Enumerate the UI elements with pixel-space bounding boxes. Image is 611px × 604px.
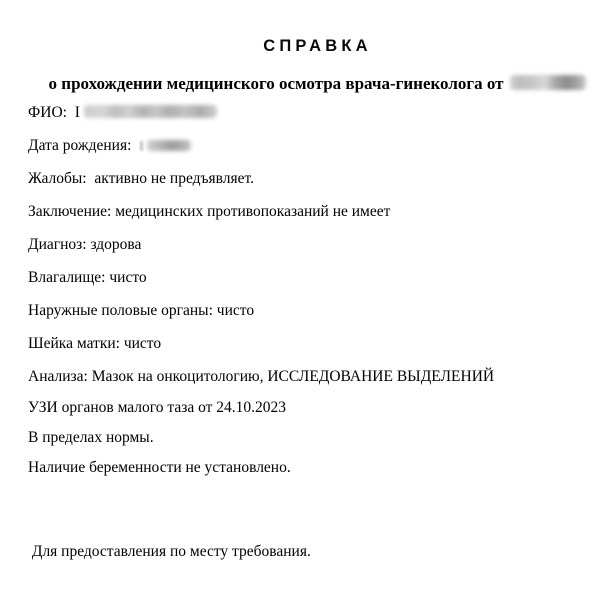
- subtitle-text: о прохождении медицинского осмотра врача-гинеколога от: [48, 74, 504, 93]
- document-subtitle: [28, 74, 607, 94]
- analyses-text: Анализа: Мазок на онкоцитологию, ИССЛЕДОВАНИЕ ВЫДЕЛЕНИЙ: [28, 368, 495, 386]
- redacted-birthdate-tick: [140, 141, 143, 151]
- line-purpose: [28, 542, 607, 562]
- line-ultrasound: [28, 398, 607, 418]
- line-external-genitals: [28, 301, 607, 321]
- ultrasound-text: УЗИ органов малого таза от 24.10.2023: [28, 399, 287, 417]
- diagnosis-text: Диагноз: здорова: [28, 236, 142, 254]
- conclusion-text: Заключение: медицинских противопоказаний не имеет: [28, 203, 391, 221]
- redacted-patient-name-blur: [84, 105, 217, 118]
- cervix-text: Шейка матки: чисто: [28, 335, 162, 353]
- pregnancy-text: Наличие беременности не установлено.: [28, 459, 291, 477]
- fio-label: ФИО: I: [28, 104, 80, 122]
- line-analyses: [28, 367, 607, 387]
- line-diagnosis: [28, 235, 607, 255]
- redacted-birthdate-blur: [147, 140, 191, 151]
- within-norm-text: В пределах нормы.: [28, 429, 154, 447]
- document-title: СПРАВКА: [263, 37, 372, 55]
- vagina-text: Влагалище: чисто: [28, 269, 147, 287]
- line-cervix: [28, 334, 607, 354]
- line-within-norm: [28, 428, 607, 448]
- line-vagina: [28, 268, 607, 288]
- redacted-issue-date-blur: [510, 75, 586, 90]
- birthdate-label: Дата рождения:: [28, 137, 136, 155]
- line-fio: [28, 103, 607, 123]
- purpose-text: Для предоставления по месту требования.: [28, 543, 311, 561]
- line-complaints: [28, 169, 607, 189]
- external-genitals-text: Наружные половые органы: чисто: [28, 302, 255, 320]
- line-pregnancy: [28, 458, 607, 478]
- line-conclusion: [28, 202, 607, 222]
- complaints-text: Жалобы: активно не предъявляет.: [28, 170, 255, 188]
- line-birthdate: [28, 136, 607, 156]
